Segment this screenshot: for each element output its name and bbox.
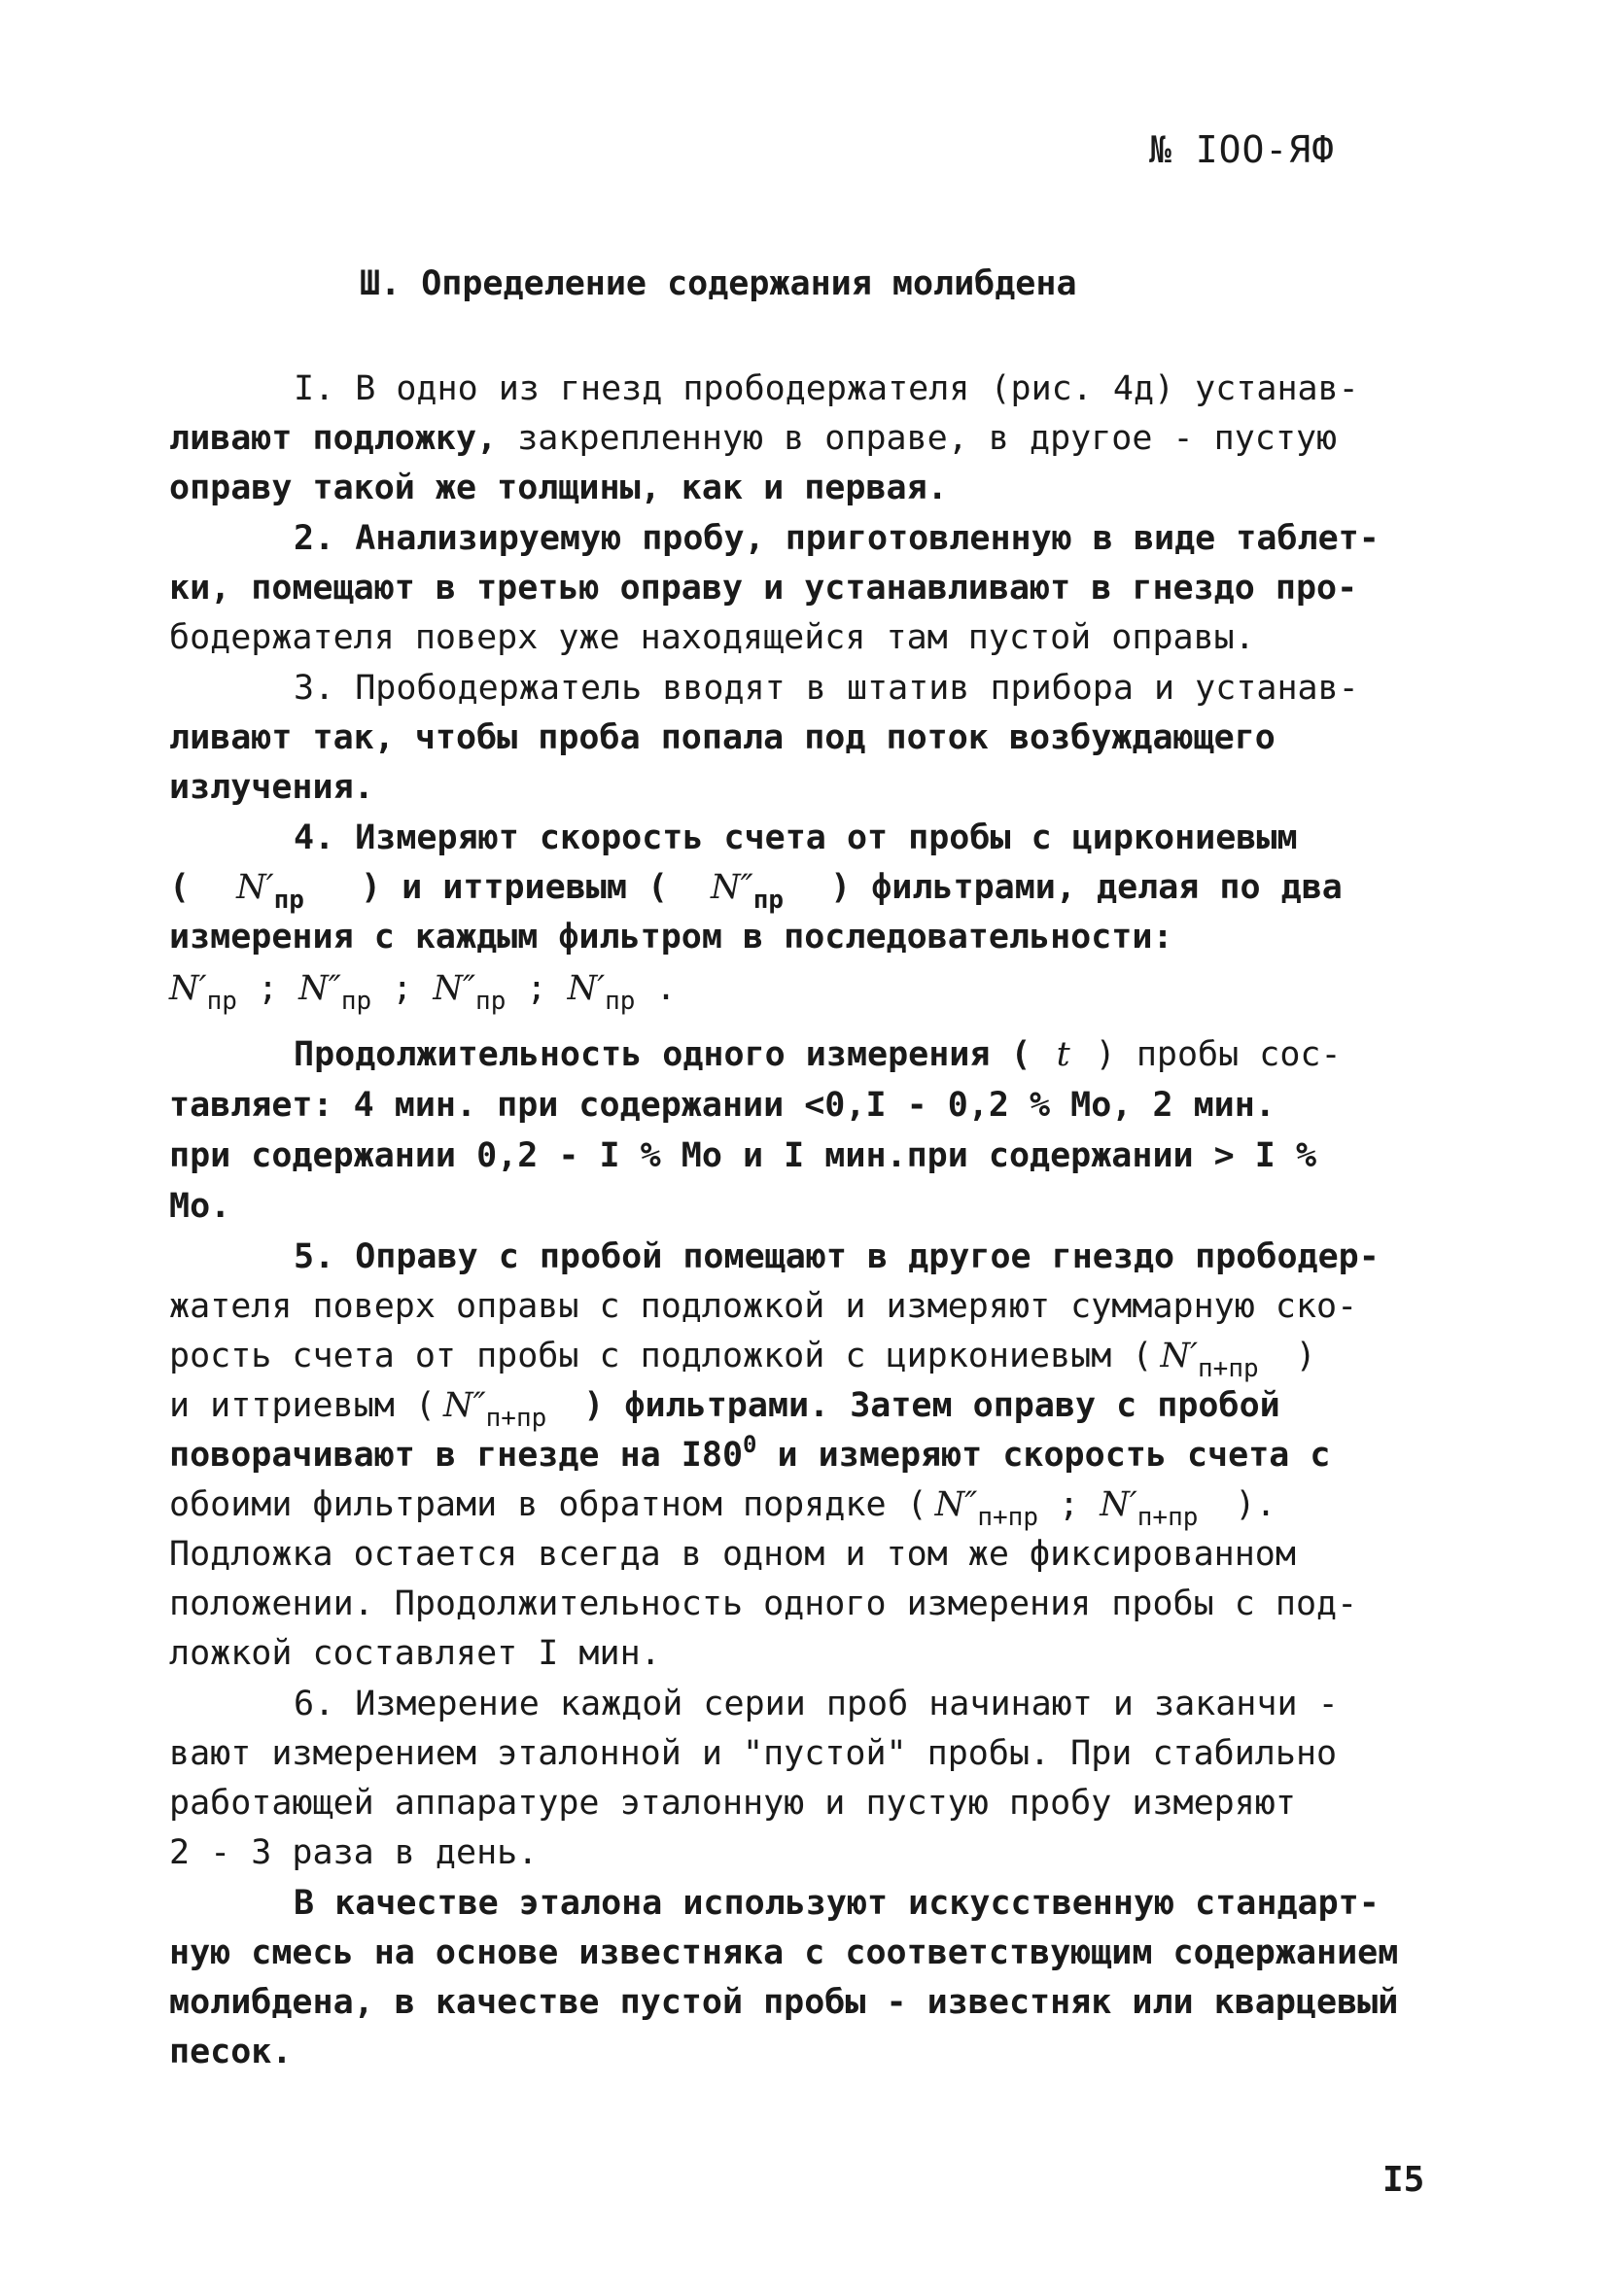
sequence-subscript: пр [605,987,636,1016]
paragraph-4-line-8: Mo. [169,1187,231,1226]
sequence-subscript: пр [340,987,372,1016]
paragraph-4-line-5 [294,1035,1342,1074]
paragraph-1-line-3: оправу такой же толщины, как и первая. [169,469,948,507]
paragraph-5-line-1: 5. Оправу с пробой помещают в другое гнездо прободер- [294,1237,1380,1276]
document-number: № IOO-ЯФ [1149,128,1336,171]
paragraph-5-line-2: жателя поверх оправы с подложкой и измеряют суммарную ско- [169,1287,1358,1326]
symbol-n-prime: N′ [236,868,274,907]
paragraph-4-line-1: 4. Измеряют скорость счета от пробы с циркониевым [294,818,1298,857]
text-run: рость счета от пробы с подложкой с циркониевым ( [169,1337,1153,1375]
subscript: п+пр [1198,1354,1259,1383]
paragraph-7-line-2: ную смесь на основе известняка с соответствующим содержанием [169,1933,1399,1972]
subscript: п+пр [485,1404,547,1433]
paragraph-5-line-4 [169,1386,1280,1433]
symbol-t: t [1056,1035,1070,1074]
text-run: ). [1235,1485,1276,1524]
paragraph-5-line-7: Подложка остается всегда в одном и том же фиксированном [169,1535,1296,1574]
paragraph-6-line-3: работающей аппаратуре эталонную и пустую пробу измеряют [169,1784,1296,1823]
text-run: обоими фильтрами в обратном порядке ( [169,1485,927,1524]
text-bold: ливают подложку, [169,419,498,458]
sequence-subscript: пр [206,987,237,1016]
paragraph-2-line-2: ки, помещают в третью оправу и устанавливают в гнездо про- [169,569,1358,608]
symbol-n-double-prime: N″ [442,1386,486,1425]
paragraph-6-line-2: вают измерением эталонной и "пустой" пробы. При стабильно [169,1734,1338,1773]
paragraph-5-line-5 [169,1431,1331,1475]
paragraph-4-line-3: измерения с каждым фильтром в последовательности: [169,918,1173,957]
sequence-symbol: N′ [567,969,606,1008]
paragraph-3-line-3: излучения. [169,768,374,807]
paragraph-3-line-2: ливают так, чтобы проба попала под поток возбуждающего [169,718,1276,757]
paragraph-5-line-9: ложкой составляет I мин. [169,1634,661,1673]
paren-open: ( [169,868,191,907]
subscript: пр [273,886,304,915]
symbol-n-prime: N′ [1160,1337,1199,1375]
sequence-separator: ; [371,969,434,1008]
sequence-symbol: N″ [433,969,476,1008]
paragraph-3-line-1: 3. Прободержатель вводят в штатив прибора и устанав- [294,669,1359,708]
paragraph-5-line-3 [169,1337,1316,1383]
symbol-n-double-prime: N″ [934,1485,978,1524]
paragraph-4-line-6: тавляет: 4 мин. при содержании <0,I - 0,2 % Mo, 2 мин. [169,1086,1276,1125]
subscript: п+пр [977,1503,1038,1532]
paragraph-7-line-3: молибдена, в качестве пустой пробы - известняк или кварцевый [169,1983,1399,2022]
paragraph-5-line-6 [169,1485,1276,1532]
sequence-separator: ; [506,969,568,1008]
text-run: и измеряют скорость счета с [756,1436,1331,1475]
subscript: п+пр [1136,1503,1199,1532]
paragraph-6-line-1: 6. Измерение каждой серии проб начинают и заканчи - [294,1685,1339,1723]
paragraph-2-line-3: бодержателя поверх уже находящейся там пустой оправы. [169,618,1255,657]
superscript: 0 [743,1431,757,1458]
text-run: ) пробы сос- [1095,1035,1342,1074]
section-title: Ш. Определение содержания молибдена [360,264,1077,303]
symbol-n-double-prime: N″ [711,868,753,907]
sequence-symbol: N″ [298,969,341,1008]
subscript: пр [752,886,785,915]
paragraph-1-line-1: I. В одно из гнезд прободержателя (рис. 4д) устанав- [294,369,1359,408]
paragraph-7-line-4: песок. [169,2033,293,2071]
sequence-subscript: пр [475,987,507,1016]
text-run: и иттриевым ( [169,1386,436,1425]
text-run: ) и иттриевым ( [360,868,669,907]
text-run: поворачивают в гнезде на I80 [169,1436,744,1475]
sequence-separator: . [635,969,677,1008]
text-run: Продолжительность одного измерения ( [294,1035,1031,1074]
text-run: ) [1295,1337,1316,1375]
sequence-separator: ; [236,969,299,1008]
text-run: закрепленную в оправе, в другое - пустую [497,419,1338,458]
page-number: I5 [1382,2160,1425,2200]
paragraph-5-line-8: положении. Продолжительность одного измерения пробы с под- [169,1584,1358,1623]
separator: ; [1037,1485,1101,1524]
sequence-symbol: N′ [169,969,207,1008]
paragraph-4-line-7: при содержании 0,2 - I % Mo и I мин.при содержании > I % [169,1136,1317,1175]
symbol-n-prime: N′ [1100,1485,1137,1524]
paragraph-6-line-4: 2 - 3 раза в день. [169,1833,539,1872]
paragraph-2-line-1: 2. Анализируемую пробу, приготовленную в виде таблет- [294,519,1380,558]
measurement-sequence [169,969,677,1016]
paragraph-1-line-2 [169,419,1338,458]
text-run: ) фильтрами, делая по два [830,868,1343,907]
text-run: ) фильтрами. Затем оправу с пробой [583,1386,1280,1425]
paragraph-7-line-1: В качестве эталона используют искусственную стандарт- [294,1884,1380,1923]
paragraph-4-line-2 [169,868,1343,915]
